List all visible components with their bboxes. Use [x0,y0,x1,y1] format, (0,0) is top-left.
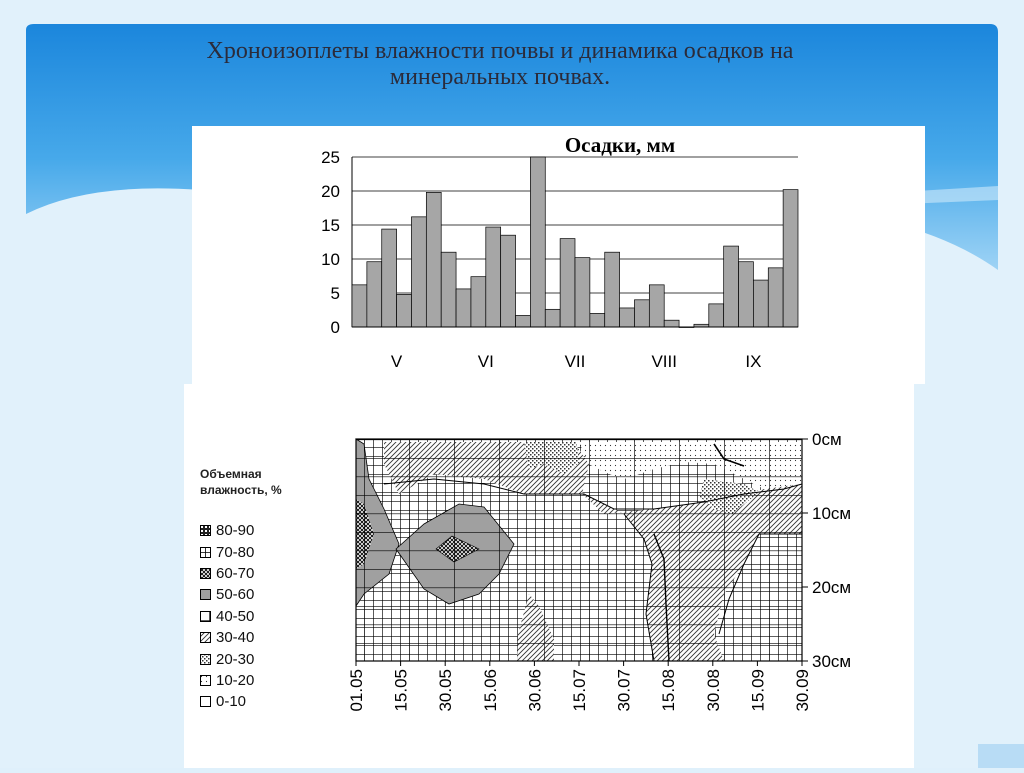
legend-swatch [200,632,211,643]
slide-title-line2: минеральных почвах. [389,64,611,90]
legend-swatch [200,696,211,707]
legend-swatch [200,589,211,600]
moisture-legend [200,466,282,713]
precip-bar [530,157,545,327]
legend-label: 60-70 [216,564,255,582]
legend-title-line1: Объемная [200,467,262,481]
depth-label: 20см [812,578,852,597]
precip-bar [709,304,724,327]
precip-bar [471,277,486,327]
slide-title-line1: Хроноизоплеты влажности почвы и динамика осадков на [206,38,794,64]
legend-item [200,541,282,562]
month-label: V [390,352,403,371]
date-label: 30.06 [525,669,545,712]
legend-swatch [200,611,211,622]
legend-label: 20-30 [216,650,255,668]
moisture-isopleth-chart [184,384,914,768]
precip-bar [620,308,635,327]
isopleth-grid [356,439,802,661]
precip-bar [382,229,397,327]
precip-bar [411,217,426,327]
legend-item [200,691,282,712]
precip-bar [634,300,649,327]
precip-bar [664,320,679,327]
corner-accent [978,744,1024,768]
legend-swatch [200,568,211,579]
date-label: 15.08 [659,669,679,712]
legend-item [200,648,282,669]
precip-bar [590,313,605,327]
legend-item [200,627,282,648]
date-label: 30.05 [436,669,456,712]
depth-label: 10см [812,504,852,523]
precip-bar [560,239,575,327]
legend-label: 30-40 [216,629,255,647]
precip-bar [441,252,456,327]
date-label: 15.09 [748,669,768,712]
precip-bar [352,285,367,327]
slide-title [150,38,850,90]
precipitation-chart [192,126,925,384]
precip-bar [456,289,471,327]
date-label: 15.06 [480,669,500,712]
precip-bar [783,190,798,327]
precip-bar [426,192,441,327]
precip-bar [739,262,754,327]
date-label: 30.07 [614,669,634,712]
legend-item [200,670,282,691]
month-label: VI [477,352,494,371]
y-tick-label: 25 [321,148,340,167]
precip-bar [724,246,739,327]
legend-item [200,563,282,584]
precipitation-chart-panel [192,126,925,384]
legend-list [200,520,282,713]
date-label: 15.05 [391,669,411,712]
chart-title: Осадки, мм [564,133,676,157]
legend-swatch [200,547,211,558]
y-tick-label: 5 [330,284,340,303]
date-label: 15.07 [570,669,589,712]
legend-title-line2: влажность, % [200,483,282,497]
depth-label: 0см [812,430,842,449]
date-label: 01.05 [347,669,366,712]
legend-item [200,520,282,541]
y-tick-label: 20 [321,182,340,201]
precip-bar [649,285,664,327]
date-label: 30.08 [703,669,723,712]
precip-bar [545,309,560,327]
precip-bar [516,315,531,327]
month-label: IX [745,352,762,371]
precip-bar [397,294,412,327]
moisture-chart-panel [184,384,914,768]
legend-swatch [200,525,211,536]
date-label: 30.09 [793,669,812,712]
legend-label: 80-90 [216,522,255,540]
y-tick-label: 15 [321,216,340,235]
precip-bar [768,268,783,327]
y-tick-label: 10 [321,250,340,269]
legend-item [200,584,282,605]
legend-label: 0-10 [216,693,247,711]
precip-bar [501,235,516,327]
legend-label: 50-60 [216,586,255,604]
precip-bar [367,262,382,327]
month-label: VII [564,352,586,371]
month-label: VIII [651,352,677,371]
precip-bar [575,258,590,327]
legend-label: 70-80 [216,543,255,561]
y-tick-label: 0 [330,318,340,337]
legend-item [200,606,282,627]
depth-label: 30см [812,652,852,671]
legend-title [200,466,282,498]
legend-swatch [200,654,211,665]
precip-bar [486,227,501,327]
precip-bar [753,280,768,327]
legend-label: 10-20 [216,671,255,689]
legend-label: 40-50 [216,607,255,625]
precip-bar [605,252,620,327]
legend-swatch [200,675,211,686]
